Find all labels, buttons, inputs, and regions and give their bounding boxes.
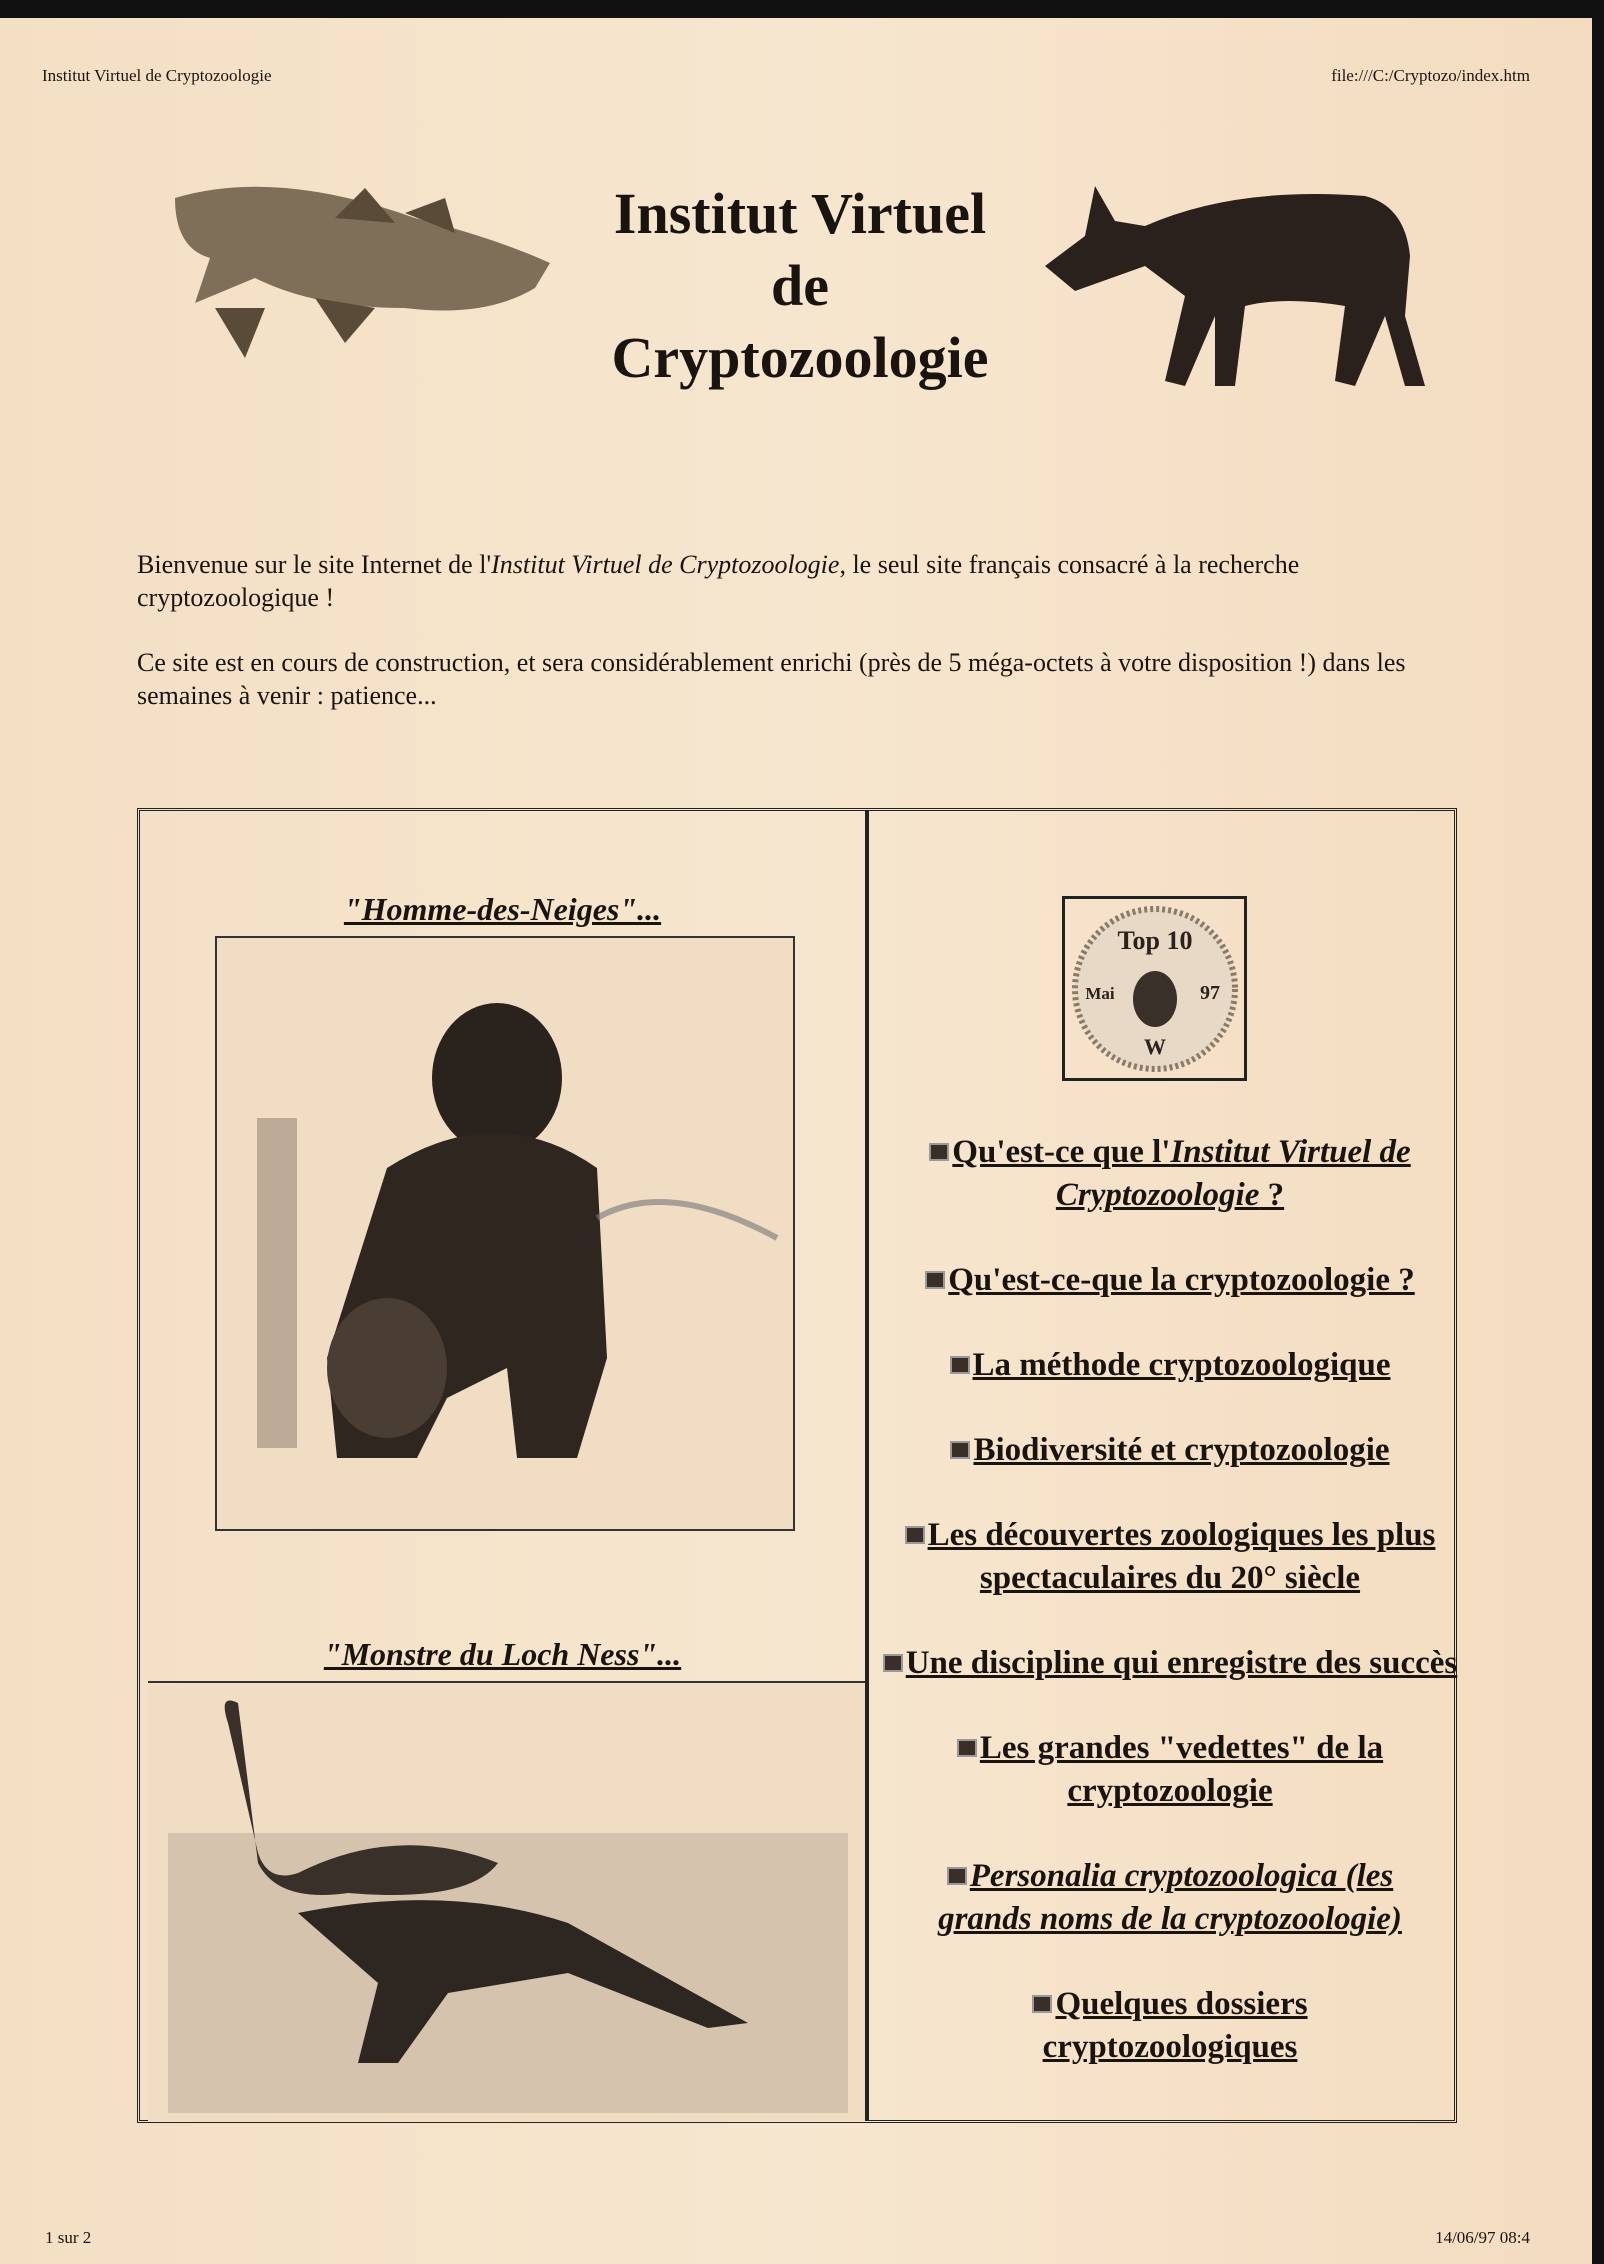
- link-text: Les découvertes zoologiques les plus spectaculaires du 20° siècle: [927, 1517, 1436, 1596]
- link-text-italic: Institut Virtuel de Cryptozoologie: [1055, 1134, 1411, 1213]
- print-page-number: 1 sur 2: [45, 2228, 92, 2247]
- top10-badge-graphic: [1065, 899, 1244, 1078]
- bullet-icon: [957, 1739, 977, 1757]
- print-header-title: Institut Virtuel de Cryptozoologie: [42, 66, 272, 85]
- bullet-icon: [905, 1526, 925, 1544]
- badge-logo: W: [1144, 1034, 1166, 1059]
- intro-welcome: [137, 548, 1457, 614]
- top10-award-badge[interactable]: [1062, 896, 1247, 1081]
- bullet-icon: [947, 1867, 967, 1885]
- print-date: 14/06/97 08:4: [1435, 2228, 1530, 2247]
- bullet-icon: [883, 1654, 903, 1672]
- link-methode[interactable]: [880, 1344, 1460, 1387]
- content-table: [137, 808, 1457, 2123]
- link-text: Biodiversité et cryptozoologie: [973, 1432, 1390, 1468]
- bullet-icon: [929, 1143, 949, 1161]
- link-vedettes[interactable]: [880, 1727, 1460, 1813]
- link-text: La méthode cryptozoologique: [972, 1347, 1391, 1383]
- bullet-icon: [1032, 1995, 1052, 2013]
- bullet-icon: [925, 1271, 945, 1289]
- bullet-icon: [950, 1356, 970, 1374]
- yeti-image[interactable]: [215, 936, 795, 1531]
- link-text: Qu'est-ce que l': [952, 1134, 1171, 1170]
- link-institut[interactable]: [880, 1131, 1460, 1217]
- badge-year: 97: [1200, 982, 1220, 1004]
- link-text: ?: [1259, 1177, 1285, 1213]
- nav-links: [880, 1131, 1460, 2111]
- link-text: Les grandes "vedettes" de la cryptozoologie: [979, 1730, 1384, 1809]
- title-line: Institut Virtuel: [613, 181, 987, 246]
- yeti-caption: "Homme-des-Neiges"...: [343, 891, 662, 927]
- intro-text: [137, 548, 1457, 744]
- badge-month: Mai: [1085, 984, 1115, 1003]
- intro-construction: Ce site est en cours de construction, et sera considérablement enrichi (près de 5 méga-octets à votre disposition !) dans les semaines à venir : patience...: [137, 648, 1406, 710]
- okapi-image: [1035, 166, 1425, 396]
- title-line: Cryptozoologie: [611, 325, 989, 390]
- link-text: Qu'est-ce-que la cryptozoologie ?: [948, 1262, 1415, 1298]
- column-divider: [865, 811, 869, 2120]
- nessie-illustration: [148, 1683, 865, 2123]
- title-line: de: [771, 253, 829, 318]
- intro-text-b: , le seul site français consacré à la recherche cryptozoologique !: [137, 550, 1300, 612]
- coelacanth-image: [155, 158, 555, 378]
- link-succes[interactable]: [880, 1642, 1460, 1685]
- page-title: [540, 178, 1060, 394]
- link-text: Quelques dossiers cryptozoologiques: [1042, 1986, 1308, 2065]
- bullet-icon: [950, 1441, 970, 1459]
- printed-page: [0, 18, 1592, 2264]
- badge-top-text: Top 10: [1117, 926, 1193, 955]
- link-cryptozoologie[interactable]: [880, 1259, 1460, 1302]
- yeti-illustration: [217, 938, 793, 1529]
- print-header-url: file:///C:/Cryptozo/index.htm: [1331, 66, 1530, 85]
- nessie-image[interactable]: [148, 1681, 865, 2121]
- link-personalia[interactable]: [880, 1855, 1460, 1941]
- link-decouvertes[interactable]: [880, 1514, 1460, 1600]
- link-dossiers[interactable]: [880, 1983, 1460, 2069]
- intro-institute-name: Institut Virtuel de Cryptozoologie: [491, 550, 840, 579]
- link-text-italic: Personalia cryptozoologica (les grands noms de la cryptozoologie): [938, 1858, 1402, 1937]
- link-biodiversite[interactable]: [880, 1429, 1460, 1472]
- link-text: Une discipline qui enregistre des succès: [905, 1645, 1458, 1681]
- nessie-caption: "Monstre du Loch Ness"...: [323, 1636, 682, 1672]
- intro-text-a: Bienvenue sur le site Internet de l': [137, 550, 492, 579]
